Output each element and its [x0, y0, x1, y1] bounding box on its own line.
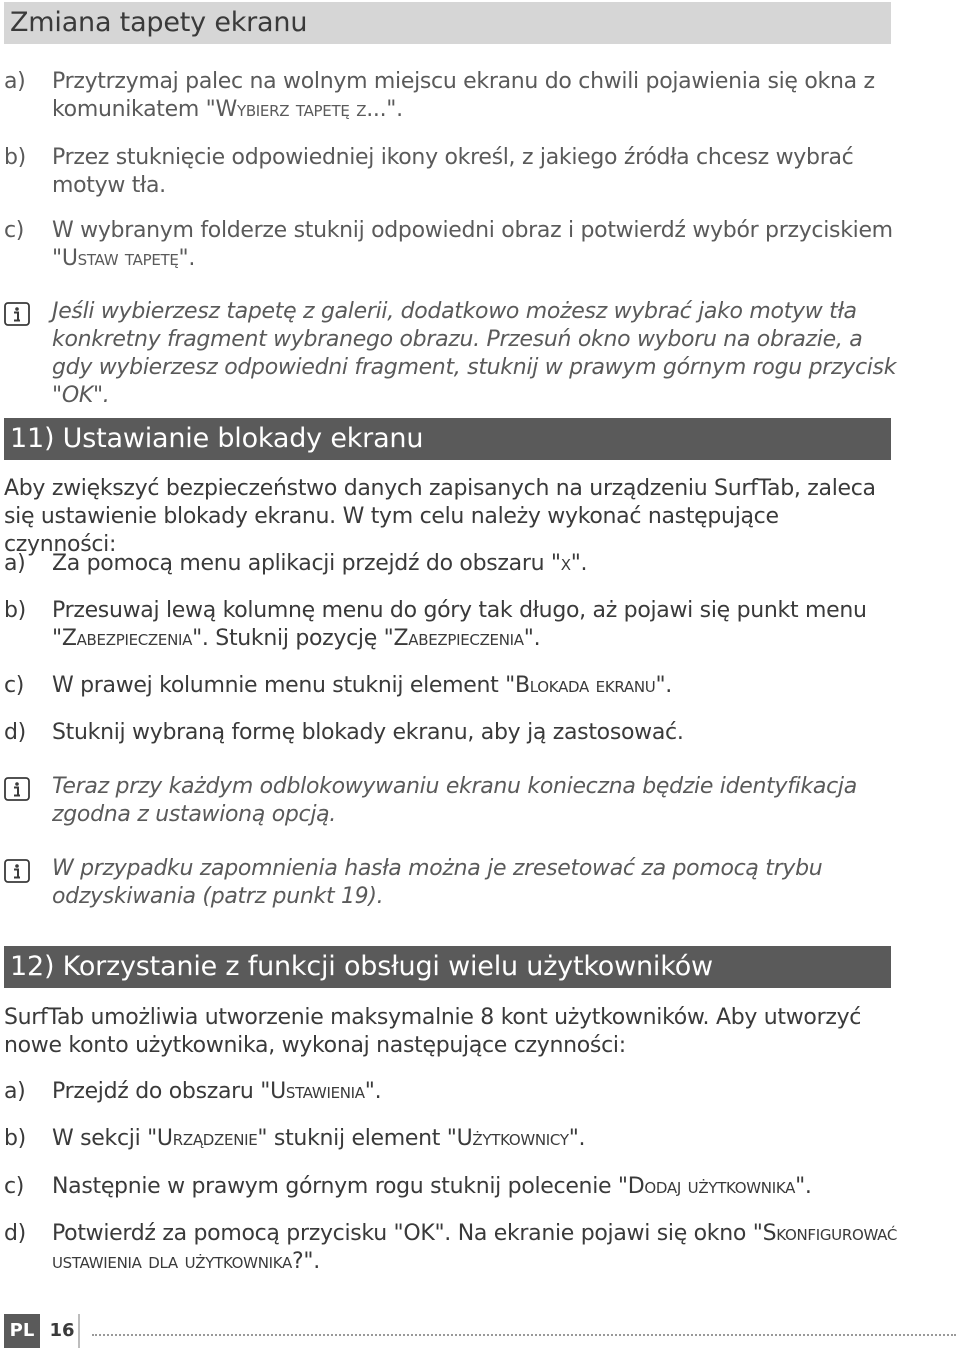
list-item-text: Potwierdź za pomocą przycisku "OK". Na ekranie pojawi się okno "Skonfigurować ustawienia dla użytkownika?".: [52, 1221, 898, 1274]
list-item: [0, 550, 900, 578]
list-item: [0, 1220, 900, 1276]
info-icon: [4, 302, 30, 326]
list-item-text: Stuknij wybraną formę blokady ekranu, aby ją zastosować.: [52, 720, 684, 745]
list-item: [0, 719, 900, 747]
intro-paragraph: SurfTab umożliwia utworzenie maksymalnie 8 kont użytkowników. Aby utworzyć nowe konto użytkownika, wykonaj następujące czynności:: [4, 1005, 862, 1058]
list-item: [0, 144, 900, 200]
list-item-text: Za pomocą menu aplikacji przejdź do obszaru "x".: [52, 551, 588, 576]
list-item: [0, 1078, 900, 1106]
list-item-label: a): [4, 69, 26, 94]
page-footer: [0, 1310, 960, 1350]
list-item-text: W sekcji "Urządzenie" stuknij element "Użytkownicy".: [52, 1126, 586, 1151]
list-item-text: Przez stuknięcie odpowiedniej ikony określ, z jakiego źródła chcesz wybrać motyw tła.: [52, 145, 854, 198]
section-heading-zmiana: Zmiana tapety ekranu: [4, 2, 891, 44]
list-item-label: b): [4, 145, 26, 170]
info-note: [0, 855, 900, 911]
list-item-label: a): [4, 551, 26, 576]
note-text: Teraz przy każdym odblokowywaniu ekranu konieczna będzie identyfikacja zgodna z ustawioną opcją.: [52, 774, 857, 827]
list-item-text: W prawej kolumnie menu stuknij element "Blokada ekranu".: [52, 673, 672, 698]
list-item-text: Następnie w prawym górnym rogu stuknij polecenie "Dodaj użytkownika".: [52, 1174, 812, 1199]
list-item-text: Przytrzymaj palec na wolnym miejscu ekranu do chwili pojawienia się okna z komunikatem "Wybierz tapetę z...".: [52, 69, 875, 122]
list-item: [0, 217, 900, 273]
list-item-label: a): [4, 1079, 26, 1104]
language-badge: PL: [4, 1314, 40, 1348]
list-item: [0, 1173, 900, 1201]
list-item: [0, 672, 900, 700]
list-item-label: c): [4, 1174, 25, 1199]
list-item-label: d): [4, 1221, 26, 1246]
list-item-label: b): [4, 1126, 26, 1151]
footer-dotted-rule: [92, 1334, 956, 1336]
list-item-text: W wybranym folderze stuknij odpowiedni obraz i potwierdź wybór przyciskiem "Ustaw tapetę".: [52, 218, 893, 271]
page-number: 16: [46, 1314, 80, 1348]
intro-paragraph: Aby zwiększyć bezpieczeństwo danych zapisanych na urządzeniu SurfTab, zaleca się ustawienie blokady ekranu. W tym celu należy wykonać następujące czynności:: [4, 476, 876, 557]
list-item-label: c): [4, 673, 25, 698]
list-item-label: c): [4, 218, 25, 243]
note-text: W przypadku zapomnienia hasła można je zresetować za pomocą trybu odzyskiwania (patrz punkt 19).: [52, 856, 823, 909]
list-item-text: Przesuwaj lewą kolumnę menu do góry tak długo, aż pojawi się punkt menu "Zabezpieczenia". Stuknij pozycję "Zabezpieczenia".: [52, 598, 867, 651]
info-icon: [4, 859, 30, 883]
list-item-text: Przejdź do obszaru "Ustawienia".: [52, 1079, 382, 1104]
info-note: [0, 298, 900, 410]
section-heading-11: 11) Ustawianie blokady ekranu: [4, 418, 891, 460]
note-text: Jeśli wybierzesz tapetę z galerii, dodatkowo możesz wybrać jako motyw tła konkretny fragment wybranego obrazu. Przesuń okno wyboru na obrazie, a gdy wybierzesz odpowiedni fragment, stuknij w prawym górnym rogu przycisk "OK".: [52, 299, 897, 408]
list-item: [0, 1125, 900, 1153]
info-note: [0, 773, 900, 829]
list-item-label: b): [4, 598, 26, 623]
list-item: [0, 597, 900, 653]
list-item: [0, 68, 900, 124]
list-item-label: d): [4, 720, 26, 745]
info-icon: [4, 777, 30, 801]
section-heading-12: 12) Korzystanie z funkcji obsługi wielu użytkowników: [4, 946, 891, 988]
